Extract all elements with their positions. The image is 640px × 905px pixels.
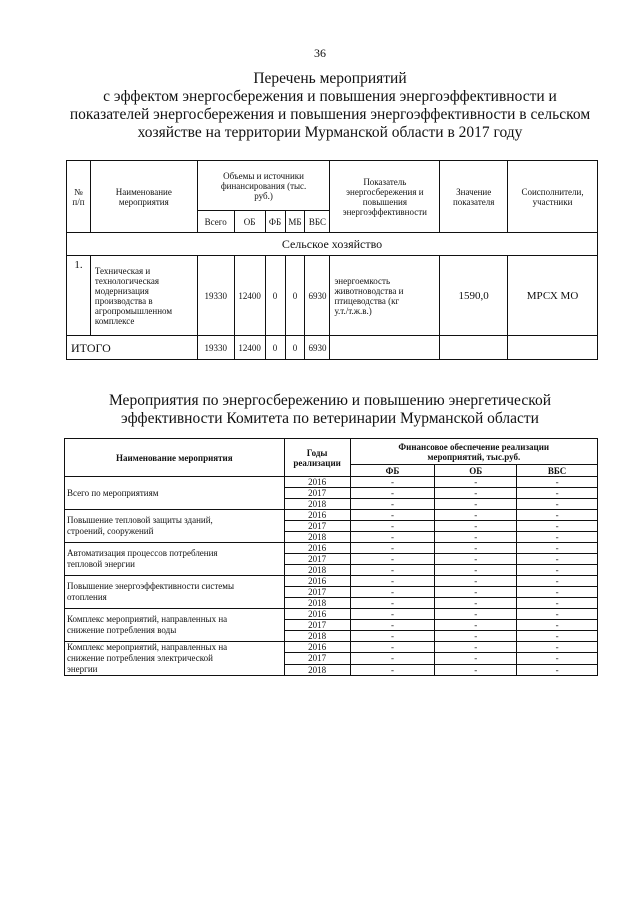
header-vbs: ВБС	[517, 465, 598, 477]
vbs-cell: -	[517, 664, 598, 675]
measure-name	[65, 609, 285, 642]
measure-name	[65, 642, 285, 676]
fb-cell: -	[350, 554, 435, 565]
header-volumes	[197, 161, 330, 211]
total-value	[440, 336, 508, 360]
header-coexecutors	[508, 161, 598, 233]
row-name-line: модернизация	[94, 285, 149, 296]
fb-cell: -	[350, 598, 435, 609]
row-indicator-line: энергоемкость	[334, 275, 391, 286]
vbs-cell: -	[517, 532, 598, 543]
title-line: эффективности Комитета по ветеринарии Мурманской области	[121, 410, 539, 427]
title-line: Перечень мероприятий	[253, 70, 407, 87]
year-cell: 2018	[284, 664, 350, 675]
year-cell: 2018	[284, 499, 350, 510]
year-cell: 2016	[284, 576, 350, 587]
header-measure-name: Наименование мероприятия	[65, 439, 285, 477]
ob-cell: -	[435, 532, 517, 543]
row-ob: 12400	[234, 256, 265, 336]
row-indicator-line: у.т./т.ж.в.)	[334, 305, 372, 316]
measure-name	[65, 510, 285, 543]
header-line: Наименование	[115, 186, 172, 197]
row-mb: 0	[285, 256, 305, 336]
header-line: энергосбережения и	[346, 186, 424, 197]
row-indicator-line: птицеводства (кг	[334, 295, 400, 306]
table-row	[65, 477, 598, 488]
measure-name-line: энергии	[67, 664, 98, 674]
measures-body	[65, 477, 598, 676]
measure-name-line: снижение потребления электрической	[67, 653, 213, 663]
vbs-cell: -	[517, 565, 598, 576]
header-name	[90, 161, 197, 233]
ob-cell: -	[435, 598, 517, 609]
header-ob: ОБ	[435, 465, 517, 477]
header-line: Объемы и источники	[223, 170, 304, 181]
header-line: Значение	[456, 186, 492, 197]
measure-name-line: строений, сооружений	[67, 526, 154, 536]
header-line: №	[74, 186, 83, 197]
header-line: финансирования (тыс.	[220, 180, 307, 191]
vbs-cell: -	[517, 598, 598, 609]
header-vsego: Всего	[197, 211, 234, 233]
fb-cell: -	[350, 543, 435, 554]
section-title: Сельское хозяйство	[67, 233, 598, 256]
ob-cell: -	[435, 477, 517, 488]
title-line: с эффектом энергосбережения и повышения энергоэффективности и	[103, 88, 557, 105]
agriculture-measures-table	[66, 160, 598, 360]
measure-name-line: снижение потребления воды	[67, 625, 177, 635]
year-cell: 2017	[284, 653, 350, 664]
table-row	[65, 576, 598, 587]
row-vbs: 6930	[305, 256, 330, 336]
title-veterinary-measures	[80, 392, 580, 428]
header-line: Годы	[306, 447, 328, 458]
fb-cell: -	[350, 664, 435, 675]
row-num: 1.	[67, 256, 91, 336]
measure-name	[65, 543, 285, 576]
fb-cell: -	[350, 576, 435, 587]
header-line: реализации	[293, 457, 341, 468]
fb-cell: -	[350, 532, 435, 543]
header-years	[284, 439, 350, 477]
ob-cell: -	[435, 521, 517, 532]
vbs-cell: -	[517, 576, 598, 587]
veterinary-measures-table	[64, 438, 598, 676]
ob-cell: -	[435, 565, 517, 576]
header-num	[67, 161, 91, 233]
title-line: хозяйстве на территории Мурманской области в 2017 году	[137, 124, 523, 141]
header-line: руб.)	[254, 190, 273, 201]
row-vsego: 19330	[197, 256, 234, 336]
vbs-cell: -	[517, 543, 598, 554]
fb-cell: -	[350, 521, 435, 532]
year-cell: 2017	[284, 587, 350, 598]
header-finance	[350, 439, 597, 465]
vbs-cell: -	[517, 554, 598, 565]
year-cell: 2018	[284, 565, 350, 576]
vbs-cell: -	[517, 488, 598, 499]
total-vbs: 6930	[305, 336, 330, 360]
fb-cell: -	[350, 620, 435, 631]
measure-name-line: Повышение энергоэффективности системы	[67, 581, 235, 591]
measure-name-line: Всего по мероприятиям	[67, 487, 159, 498]
header-line: мероприятий, тыс.руб.	[427, 451, 521, 462]
row-coexecutors: МРСХ МО	[508, 256, 598, 336]
vbs-cell: -	[517, 653, 598, 664]
header-line: повышения	[362, 196, 407, 207]
measure-name-line: Комплекс мероприятий, направленных на	[67, 614, 228, 624]
ob-cell: -	[435, 543, 517, 554]
year-cell: 2017	[284, 488, 350, 499]
row-name-line: агропромышленном	[94, 305, 173, 316]
ob-cell: -	[435, 609, 517, 620]
header-value	[440, 161, 508, 233]
measure-name	[65, 477, 285, 510]
year-cell: 2017	[284, 521, 350, 532]
measure-name-line: тепловой энергии	[67, 559, 135, 569]
row-indicator-line: животноводства и	[334, 285, 404, 296]
ob-cell: -	[435, 554, 517, 565]
table-row	[65, 609, 598, 620]
year-cell: 2018	[284, 631, 350, 642]
vbs-cell: -	[517, 477, 598, 488]
header-indicator	[330, 161, 440, 233]
total-vsego: 19330	[197, 336, 234, 360]
header-vbs: ВБС	[305, 211, 330, 233]
row-fb: 0	[265, 256, 285, 336]
vbs-cell: -	[517, 620, 598, 631]
row-indicator	[330, 256, 440, 336]
fb-cell: -	[350, 653, 435, 664]
header-fb: ФБ	[265, 211, 285, 233]
row-name	[90, 256, 197, 336]
vbs-cell: -	[517, 609, 598, 620]
total-label: ИТОГО	[67, 336, 198, 360]
ob-cell: -	[435, 631, 517, 642]
row-name-line: производства в	[94, 295, 153, 306]
ob-cell: -	[435, 642, 517, 653]
vbs-cell: -	[517, 642, 598, 653]
year-cell: 2016	[284, 543, 350, 554]
title-programme-list	[60, 70, 600, 142]
ob-cell: -	[435, 587, 517, 598]
table-row	[65, 510, 598, 521]
total-fb: 0	[265, 336, 285, 360]
header-ob: ОБ	[234, 211, 265, 233]
header-line: мероприятия	[118, 196, 169, 207]
ob-cell: -	[435, 620, 517, 631]
measure-name-line: отопления	[67, 592, 107, 602]
ob-cell: -	[435, 653, 517, 664]
vbs-cell: -	[517, 499, 598, 510]
ob-cell: -	[435, 499, 517, 510]
total-mb: 0	[285, 336, 305, 360]
row-value: 1590,0	[440, 256, 508, 336]
fb-cell: -	[350, 499, 435, 510]
header-line: Соисполнители,	[521, 186, 584, 197]
ob-cell: -	[435, 576, 517, 587]
year-cell: 2016	[284, 609, 350, 620]
vbs-cell: -	[517, 587, 598, 598]
year-cell: 2018	[284, 598, 350, 609]
header-fb: ФБ	[350, 465, 435, 477]
table-row	[65, 543, 598, 554]
measure-name-line: Повышение тепловой защиты зданий,	[67, 515, 213, 525]
header-line: Показатель	[363, 176, 407, 187]
header-line: энергоэффективности	[342, 206, 427, 217]
total-indicator	[330, 336, 440, 360]
total-ob: 12400	[234, 336, 265, 360]
measure-name	[65, 576, 285, 609]
header-line: п/п	[72, 196, 85, 207]
year-cell: 2016	[284, 477, 350, 488]
year-cell: 2017	[284, 554, 350, 565]
year-cell: 2018	[284, 532, 350, 543]
header-line: Финансовое обеспечение реализации	[398, 441, 550, 452]
fb-cell: -	[350, 477, 435, 488]
ob-cell: -	[435, 510, 517, 521]
measure-name-line: Комплекс мероприятий, направленных на	[67, 642, 228, 652]
total-coexecutors	[508, 336, 598, 360]
vbs-cell: -	[517, 631, 598, 642]
vbs-cell: -	[517, 521, 598, 532]
fb-cell: -	[350, 609, 435, 620]
header-mb: МБ	[285, 211, 305, 233]
fb-cell: -	[350, 642, 435, 653]
row-name-line: комплексе	[94, 315, 135, 326]
header-line: участники	[532, 196, 573, 207]
ob-cell: -	[435, 664, 517, 675]
year-cell: 2017	[284, 620, 350, 631]
ob-cell: -	[435, 488, 517, 499]
measure-name-line: Автоматизация процессов потребления	[67, 548, 218, 558]
row-name-line: технологическая	[94, 275, 160, 286]
fb-cell: -	[350, 565, 435, 576]
vbs-cell: -	[517, 510, 598, 521]
fb-cell: -	[350, 631, 435, 642]
fb-cell: -	[350, 510, 435, 521]
table-row	[65, 642, 598, 653]
fb-cell: -	[350, 587, 435, 598]
fb-cell: -	[350, 488, 435, 499]
row-name-line: Техническая и	[94, 265, 151, 276]
year-cell: 2016	[284, 642, 350, 653]
title-line: Мероприятия по энергосбережению и повышению энергетической	[108, 392, 551, 409]
title-line: показателей энергосбережения и повышения энергоэффективности в сельском	[69, 106, 591, 123]
header-line: показателя	[452, 196, 495, 207]
year-cell: 2016	[284, 510, 350, 521]
page-number: 36	[314, 46, 326, 60]
